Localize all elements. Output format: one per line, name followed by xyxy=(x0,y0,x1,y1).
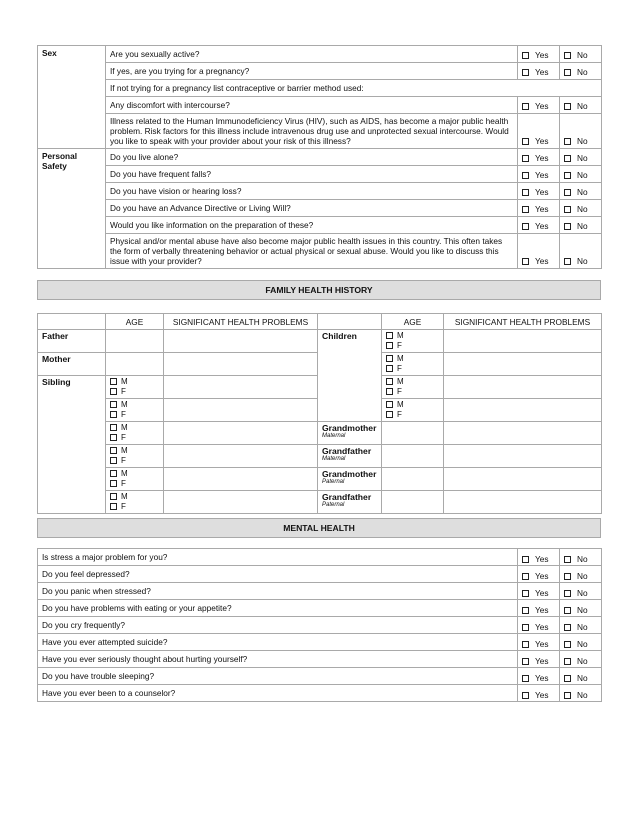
female-label: F xyxy=(397,341,402,350)
question-text: If yes, are you trying for a pregnancy? xyxy=(106,63,518,80)
yes-option xyxy=(518,217,560,234)
yes-option xyxy=(518,46,560,63)
grandparent-problems-field[interactable] xyxy=(444,468,602,491)
yes-option xyxy=(518,149,560,166)
question-text: Any discomfort with intercourse? xyxy=(106,97,518,114)
grandparent-age-field[interactable] xyxy=(382,445,444,468)
yes-option xyxy=(518,183,560,200)
grandparent-side: Maternal xyxy=(322,433,346,439)
grandparent-age-field[interactable] xyxy=(382,422,444,445)
no-checkbox[interactable] xyxy=(564,607,571,614)
male-checkbox[interactable] xyxy=(110,401,117,408)
yes-label: Yes xyxy=(535,170,549,180)
male-option xyxy=(386,377,439,387)
sibling-sex-cell xyxy=(106,399,164,422)
yes-checkbox[interactable] xyxy=(522,138,529,145)
male-option xyxy=(110,469,159,479)
question-text: Are you sexually active? xyxy=(106,46,518,63)
sex-selector xyxy=(110,446,159,466)
no-checkbox[interactable] xyxy=(564,206,571,213)
yes-option xyxy=(518,651,560,668)
sex-selector xyxy=(386,400,439,420)
no-label: No xyxy=(577,187,588,197)
grandparent-problems-field[interactable] xyxy=(444,445,602,468)
question-text: Do you have trouble sleeping? xyxy=(38,668,518,685)
question-row xyxy=(38,114,602,149)
male-option xyxy=(110,400,159,410)
no-label: No xyxy=(577,221,588,231)
yes-label: Yes xyxy=(535,50,549,60)
grandparent-name: Grandfather xyxy=(322,446,372,456)
male-option xyxy=(110,446,159,456)
yes-checkbox[interactable] xyxy=(522,223,529,230)
no-checkbox[interactable] xyxy=(564,189,571,196)
header-spacer xyxy=(38,314,106,330)
mental-health-table xyxy=(37,548,602,702)
yes-option xyxy=(518,114,560,149)
question-row xyxy=(38,80,602,97)
female-label: F xyxy=(121,479,126,488)
female-option xyxy=(386,364,439,374)
no-checkbox[interactable] xyxy=(564,103,571,110)
yes-checkbox[interactable] xyxy=(522,206,529,213)
no-checkbox[interactable] xyxy=(564,172,571,179)
sex-selector xyxy=(110,492,159,512)
no-option xyxy=(560,149,602,166)
no-option xyxy=(560,583,602,600)
question-row xyxy=(38,63,602,80)
no-option xyxy=(560,566,602,583)
sibling-sex-cell xyxy=(106,376,164,399)
question-text: Do you have an Advance Directive or Living Will? xyxy=(106,200,518,217)
female-label: F xyxy=(121,387,126,396)
male-option xyxy=(386,354,439,364)
question-text: Do you have problems with eating or your appetite? xyxy=(38,600,518,617)
sibling-problems-field[interactable] xyxy=(164,399,318,422)
question-text: Physical and/or mental abuse have also become major public health issues in this country. This often takes the form of verbally threatening behavior or actual physical or sexual abuse. Would you like to discuss this issue with your provider? xyxy=(106,234,518,269)
sex-selector xyxy=(110,423,159,443)
yes-checkbox[interactable] xyxy=(522,189,529,196)
female-label: F xyxy=(397,364,402,373)
no-label: No xyxy=(577,571,588,581)
female-option xyxy=(110,502,159,512)
no-option xyxy=(560,549,602,566)
child-problems-field[interactable] xyxy=(444,353,602,376)
child-problems-field[interactable] xyxy=(444,399,602,422)
yes-label: Yes xyxy=(535,153,549,163)
yes-checkbox[interactable] xyxy=(522,607,529,614)
question-row xyxy=(38,149,602,166)
yes-checkbox[interactable] xyxy=(522,556,529,563)
sibling-label: Sibling xyxy=(38,376,106,514)
yes-label: Yes xyxy=(535,605,549,615)
question-row xyxy=(38,97,602,114)
yes-checkbox[interactable] xyxy=(522,624,529,631)
female-option xyxy=(110,456,159,466)
male-label: M xyxy=(397,400,404,409)
yes-checkbox[interactable] xyxy=(522,641,529,648)
male-checkbox[interactable] xyxy=(110,493,117,500)
mother-problems-field[interactable] xyxy=(164,353,318,376)
sibling-sex-cell xyxy=(106,468,164,491)
sex-selector xyxy=(386,331,439,351)
yes-option xyxy=(518,166,560,183)
family-header-row xyxy=(38,314,602,330)
female-label: F xyxy=(121,410,126,419)
question-text: Is stress a major problem for you? xyxy=(38,549,518,566)
question-text: Have you ever seriously thought about hurting yourself? xyxy=(38,651,518,668)
female-label: F xyxy=(121,433,126,442)
male-checkbox[interactable] xyxy=(110,378,117,385)
female-option xyxy=(386,341,439,351)
family-row xyxy=(38,468,602,491)
no-option xyxy=(560,97,602,114)
no-option xyxy=(560,668,602,685)
grandparent-label xyxy=(318,468,382,491)
female-checkbox[interactable] xyxy=(110,434,117,441)
yes-option xyxy=(518,566,560,583)
male-option xyxy=(386,400,439,410)
no-label: No xyxy=(577,204,588,214)
yes-checkbox[interactable] xyxy=(522,172,529,179)
no-option xyxy=(560,183,602,200)
no-checkbox[interactable] xyxy=(564,641,571,648)
grandparent-problems-field[interactable] xyxy=(444,422,602,445)
female-checkbox[interactable] xyxy=(386,388,393,395)
yes-checkbox[interactable] xyxy=(522,573,529,580)
family-row xyxy=(38,491,602,514)
male-label: M xyxy=(397,377,404,386)
female-option xyxy=(386,410,439,420)
question-text: Have you ever been to a counselor? xyxy=(38,685,518,702)
yes-checkbox[interactable] xyxy=(522,103,529,110)
no-checkbox[interactable] xyxy=(564,52,571,59)
yes-label: Yes xyxy=(535,221,549,231)
grandparent-side: Paternal xyxy=(322,502,345,508)
yes-label: Yes xyxy=(535,639,549,649)
no-option xyxy=(560,63,602,80)
sibling-sex-cell xyxy=(106,491,164,514)
yes-option xyxy=(518,634,560,651)
no-option xyxy=(560,166,602,183)
question-text: Illness related to the Human Immunodeficiency Virus (HIV), such as AIDS, has become a major public health problem. Risk factors for this illness include intravenous drug use and unprotected sexual intercourse. Would you like to speak with your provider about your risk of this illness? xyxy=(106,114,518,149)
yes-checkbox[interactable] xyxy=(522,258,529,265)
male-checkbox[interactable] xyxy=(386,401,393,408)
no-checkbox[interactable] xyxy=(564,692,571,699)
grandparent-label xyxy=(318,422,382,445)
female-label: F xyxy=(121,502,126,511)
sex-selector xyxy=(386,377,439,397)
sibling-problems-field[interactable] xyxy=(164,376,318,399)
father-problems-field[interactable] xyxy=(164,330,318,353)
sibling-sex-cell xyxy=(106,422,164,445)
no-label: No xyxy=(577,605,588,615)
no-checkbox[interactable] xyxy=(564,590,571,597)
mother-age-field[interactable] xyxy=(106,353,164,376)
grandparent-name: Grandfather xyxy=(322,492,372,502)
mental-health-row xyxy=(38,651,602,668)
no-label: No xyxy=(577,136,588,146)
no-label: No xyxy=(577,153,588,163)
male-option xyxy=(110,377,159,387)
yes-label: Yes xyxy=(535,187,549,197)
mental-health-row xyxy=(38,583,602,600)
male-label: M xyxy=(121,492,128,501)
yes-option xyxy=(518,97,560,114)
yes-label: Yes xyxy=(535,622,549,632)
problems-header: SIGNIFICANT HEALTH PROBLEMS xyxy=(164,314,318,330)
question-row xyxy=(38,166,602,183)
no-option xyxy=(560,234,602,269)
no-option xyxy=(560,600,602,617)
yes-option xyxy=(518,583,560,600)
no-checkbox[interactable] xyxy=(564,675,571,682)
no-label: No xyxy=(577,622,588,632)
question-text: Do you feel depressed? xyxy=(38,566,518,583)
no-checkbox[interactable] xyxy=(564,624,571,631)
male-label: M xyxy=(121,469,128,478)
question-text: Do you live alone? xyxy=(106,149,518,166)
question-row xyxy=(38,234,602,269)
female-checkbox[interactable] xyxy=(110,503,117,510)
male-checkbox[interactable] xyxy=(110,424,117,431)
male-checkbox[interactable] xyxy=(386,332,393,339)
no-label: No xyxy=(577,656,588,666)
question-text: Have you ever attempted suicide? xyxy=(38,634,518,651)
child-problems-field[interactable] xyxy=(444,376,602,399)
sibling-problems-field[interactable] xyxy=(164,422,318,445)
question-row xyxy=(38,183,602,200)
no-option xyxy=(560,46,602,63)
family-row xyxy=(38,445,602,468)
yes-checkbox[interactable] xyxy=(522,52,529,59)
no-label: No xyxy=(577,588,588,598)
mental-health-row xyxy=(38,685,602,702)
grandparent-name: Grandmother xyxy=(322,469,377,479)
mental-health-header: MENTAL HEALTH xyxy=(37,518,601,538)
male-option xyxy=(110,492,159,502)
sex-selector xyxy=(110,400,159,420)
yes-option xyxy=(518,600,560,617)
sibling-sex-cell xyxy=(106,445,164,468)
question-text: Do you have frequent falls? xyxy=(106,166,518,183)
female-option xyxy=(110,410,159,420)
yes-option xyxy=(518,685,560,702)
question-row xyxy=(38,46,602,63)
header-spacer xyxy=(318,314,382,330)
male-checkbox[interactable] xyxy=(110,470,117,477)
yes-checkbox[interactable] xyxy=(522,658,529,665)
female-option xyxy=(110,479,159,489)
child-problems-field[interactable] xyxy=(444,330,602,353)
female-option xyxy=(110,433,159,443)
grandparent-label xyxy=(318,491,382,514)
female-checkbox[interactable] xyxy=(386,365,393,372)
yes-checkbox[interactable] xyxy=(522,155,529,162)
no-checkbox[interactable] xyxy=(564,573,571,580)
female-label: F xyxy=(397,387,402,396)
male-checkbox[interactable] xyxy=(386,355,393,362)
no-checkbox[interactable] xyxy=(564,556,571,563)
yes-label: Yes xyxy=(535,204,549,214)
male-label: M xyxy=(121,423,128,432)
male-label: M xyxy=(121,400,128,409)
yes-option xyxy=(518,234,560,269)
yes-label: Yes xyxy=(535,256,549,266)
female-checkbox[interactable] xyxy=(386,411,393,418)
yes-label: Yes xyxy=(535,554,549,564)
yes-label: Yes xyxy=(535,690,549,700)
mental-health-row xyxy=(38,600,602,617)
father-age-field[interactable] xyxy=(106,330,164,353)
family-health-history-header: FAMILY HEALTH HISTORY xyxy=(37,280,601,300)
category-label: Sex xyxy=(38,46,106,149)
grandparent-side: Paternal xyxy=(322,479,345,485)
no-label: No xyxy=(577,639,588,649)
child-sex-cell xyxy=(382,353,444,376)
yes-checkbox[interactable] xyxy=(522,675,529,682)
no-checkbox[interactable] xyxy=(564,223,571,230)
yes-label: Yes xyxy=(535,673,549,683)
yes-checkbox[interactable] xyxy=(522,590,529,597)
female-label: F xyxy=(121,456,126,465)
female-checkbox[interactable] xyxy=(110,388,117,395)
family-row xyxy=(38,330,602,353)
question-text: If not trying for a pregnancy list contraceptive or barrier method used: xyxy=(106,80,602,97)
yes-label: Yes xyxy=(535,101,549,111)
female-checkbox[interactable] xyxy=(386,342,393,349)
no-label: No xyxy=(577,101,588,111)
no-label: No xyxy=(577,256,588,266)
question-row xyxy=(38,200,602,217)
sibling-problems-field[interactable] xyxy=(164,468,318,491)
father-label: Father xyxy=(38,330,106,353)
male-label: M xyxy=(397,331,404,340)
male-label: M xyxy=(397,354,404,363)
yes-label: Yes xyxy=(535,588,549,598)
child-sex-cell xyxy=(382,399,444,422)
yes-option xyxy=(518,200,560,217)
grandparent-name: Grandmother xyxy=(322,423,377,433)
yes-option xyxy=(518,549,560,566)
male-checkbox[interactable] xyxy=(386,378,393,385)
grandparent-problems-field[interactable] xyxy=(444,491,602,514)
mental-health-row xyxy=(38,566,602,583)
female-checkbox[interactable] xyxy=(110,411,117,418)
sex-selector xyxy=(110,469,159,489)
category-label: Personal Safety xyxy=(38,149,106,269)
female-option xyxy=(386,387,439,397)
female-checkbox[interactable] xyxy=(110,480,117,487)
no-checkbox[interactable] xyxy=(564,258,571,265)
no-option xyxy=(560,217,602,234)
yes-option xyxy=(518,617,560,634)
child-sex-cell xyxy=(382,376,444,399)
female-label: F xyxy=(397,410,402,419)
no-label: No xyxy=(577,554,588,564)
female-option xyxy=(110,387,159,397)
grandparent-age-field[interactable] xyxy=(382,491,444,514)
yes-label: Yes xyxy=(535,656,549,666)
question-text: Do you panic when stressed? xyxy=(38,583,518,600)
problems-header: SIGNIFICANT HEALTH PROBLEMS xyxy=(444,314,602,330)
yes-option xyxy=(518,668,560,685)
yes-checkbox[interactable] xyxy=(522,692,529,699)
child-sex-cell xyxy=(382,330,444,353)
mental-health-row xyxy=(38,634,602,651)
question-text: Do you cry frequently? xyxy=(38,617,518,634)
male-checkbox[interactable] xyxy=(110,447,117,454)
grandparent-age-field[interactable] xyxy=(382,468,444,491)
no-option xyxy=(560,634,602,651)
family-history-table xyxy=(37,313,602,514)
mental-health-row xyxy=(38,617,602,634)
no-option xyxy=(560,651,602,668)
no-option xyxy=(560,617,602,634)
male-option xyxy=(386,331,439,341)
yes-option xyxy=(518,63,560,80)
yes-label: Yes xyxy=(535,136,549,146)
no-label: No xyxy=(577,170,588,180)
sex-safety-table xyxy=(37,45,602,269)
question-text: Would you like information on the preparation of these? xyxy=(106,217,518,234)
question-text: Do you have vision or hearing loss? xyxy=(106,183,518,200)
sibling-problems-field[interactable] xyxy=(164,491,318,514)
yes-label: Yes xyxy=(535,571,549,581)
no-checkbox[interactable] xyxy=(564,138,571,145)
male-label: M xyxy=(121,446,128,455)
no-label: No xyxy=(577,673,588,683)
no-option xyxy=(560,685,602,702)
male-option xyxy=(110,423,159,433)
sibling-problems-field[interactable] xyxy=(164,445,318,468)
family-row xyxy=(38,422,602,445)
female-checkbox[interactable] xyxy=(110,457,117,464)
no-checkbox[interactable] xyxy=(564,155,571,162)
grandparent-side: Maternal xyxy=(322,456,346,462)
no-option xyxy=(560,114,602,149)
no-label: No xyxy=(577,690,588,700)
no-checkbox[interactable] xyxy=(564,658,571,665)
mental-health-row xyxy=(38,668,602,685)
no-option xyxy=(560,200,602,217)
age-header: AGE xyxy=(106,314,164,330)
question-row xyxy=(38,217,602,234)
children-label: Children xyxy=(318,330,382,422)
no-label: No xyxy=(577,67,588,77)
mental-health-row xyxy=(38,549,602,566)
age-header: AGE xyxy=(382,314,444,330)
mother-label: Mother xyxy=(38,353,106,376)
yes-label: Yes xyxy=(535,67,549,77)
sex-selector xyxy=(386,354,439,374)
sex-selector xyxy=(110,377,159,397)
yes-checkbox[interactable] xyxy=(522,69,529,76)
no-checkbox[interactable] xyxy=(564,69,571,76)
grandparent-label xyxy=(318,445,382,468)
male-label: M xyxy=(121,377,128,386)
no-label: No xyxy=(577,50,588,60)
